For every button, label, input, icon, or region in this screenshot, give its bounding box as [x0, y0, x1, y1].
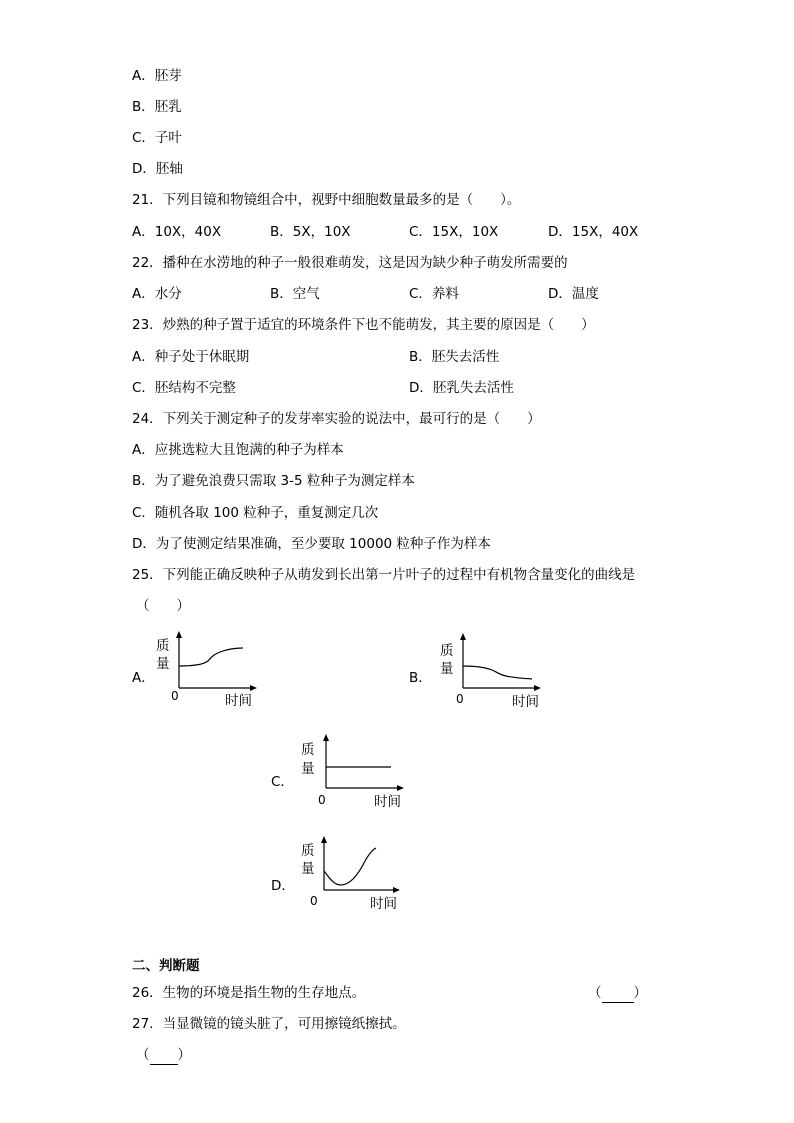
graph-a [170, 630, 290, 710]
graph-a-origin: 0 [171, 689, 179, 703]
q22-option-c: C．养料 [409, 286, 459, 302]
graph-a-ylabel-2: 量 [156, 656, 170, 672]
graph-d-letter: D． [271, 878, 295, 894]
q20-option-d: D．胚轴 [132, 161, 183, 177]
graph-d [315, 835, 435, 915]
q24-option-b: B．为了避免浪费只需取 3-5 粒种子为测定样本 [132, 473, 415, 489]
q20-option-a: A．胚芽 [132, 68, 182, 84]
q23-option-b: B．胚失去活性 [409, 349, 500, 365]
graph-a-x-arrow [250, 685, 257, 691]
q24-stem: 24．下列关于测定种子的发芽率实验的说法中，最可行的是（ ） [132, 411, 541, 427]
q26-paren-open: （ [588, 985, 602, 1001]
q27-paren-close: ） [177, 1047, 191, 1063]
graph-b-y-arrow [460, 633, 466, 640]
graph-b-ylabel-2: 量 [440, 661, 454, 677]
q26-stem: 26．生物的环境是指生物的生存地点。 [132, 985, 366, 1001]
graph-c-y-arrow [323, 734, 329, 741]
q23-option-d: D．胚乳失去活性 [409, 380, 514, 396]
graph-c-ylabel-1: 质 [301, 742, 315, 758]
q25-answer-paren: （ ） [136, 598, 190, 614]
q24-option-c: C．随机各取 100 粒种子，重复测定几次 [132, 505, 379, 521]
q27-paren-open: （ [136, 1047, 150, 1063]
q26-paren-close: ） [633, 985, 647, 1001]
graph-c [317, 733, 437, 813]
q21-option-b: B．5X，10X [270, 224, 351, 240]
graph-c-ylabel-2: 量 [301, 761, 315, 777]
graph-d-xlabel: 时间 [370, 896, 397, 912]
graph-b-x-arrow [534, 685, 541, 691]
q26-blank-line [602, 984, 634, 1003]
graph-a-y-arrow [176, 631, 182, 638]
graph-c-origin: 0 [318, 793, 326, 807]
graph-d-curve [324, 848, 376, 885]
q24-option-d: D．为了使测定结果准确，至少要取 10000 粒种子作为样本 [132, 536, 491, 552]
q23-stem: 23．炒熟的种子置于适宜的环境条件下也不能萌发，其主要的原因是（ ） [132, 317, 595, 333]
q21-option-d: D．15X，40X [548, 224, 639, 240]
graph-c-xlabel: 时间 [374, 794, 401, 810]
q26-answer-blank [588, 984, 647, 1003]
graph-c-letter: C． [271, 774, 294, 790]
graph-a-letter: A． [132, 670, 155, 686]
graph-b-xlabel: 时间 [512, 694, 539, 710]
q22-stem: 22．播种在水涝地的种子一般很难萌发，这是因为缺少种子萌发所需要的 [132, 255, 568, 271]
graph-d-origin: 0 [310, 894, 318, 908]
q21-option-c: C．15X，10X [409, 224, 499, 240]
q27-answer-blank [136, 1046, 191, 1065]
graph-d-ylabel-2: 量 [301, 861, 315, 877]
q22-option-b: B．空气 [270, 286, 320, 302]
graph-a-curve [179, 648, 243, 666]
q27-blank-line [150, 1046, 178, 1065]
q22-option-a: A．水分 [132, 286, 182, 302]
q27-stem: 27．当显微镜的镜头脏了，可用擦镜纸擦拭。 [132, 1016, 406, 1032]
q22-option-d: D．温度 [548, 286, 599, 302]
q23-option-c: C．胚结构不完整 [132, 380, 236, 396]
graph-d-y-arrow [321, 836, 327, 843]
q24-option-a: A．应挑选粒大且饱满的种子为样本 [132, 442, 344, 458]
graph-a-xlabel: 时间 [225, 693, 252, 709]
graph-b-curve [463, 666, 532, 679]
q20-option-c: C．子叶 [132, 130, 182, 146]
graph-b-origin: 0 [456, 692, 464, 706]
q20-option-b: B．胚乳 [132, 99, 182, 115]
section-title: 二、判断题 [132, 958, 200, 974]
graph-b-ylabel-1: 质 [440, 643, 454, 659]
graph-c-x-arrow [397, 785, 404, 791]
graph-d-x-arrow [393, 887, 400, 893]
q21-option-a: A．10X，40X [132, 224, 222, 240]
q23-option-a: A．种子处于休眠期 [132, 349, 250, 365]
graph-b-letter: B． [409, 670, 432, 686]
q25-stem: 25．下列能正确反映种子从萌发到长出第一片叶子的过程中有机物含量变化的曲线是 [132, 567, 636, 583]
graph-b [454, 632, 574, 712]
graph-d-ylabel-1: 质 [301, 843, 315, 859]
q21-stem: 21．下列目镜和物镜组合中，视野中细胞数量最多的是（ ）。 [132, 192, 521, 208]
graph-a-ylabel-1: 质 [156, 638, 170, 654]
